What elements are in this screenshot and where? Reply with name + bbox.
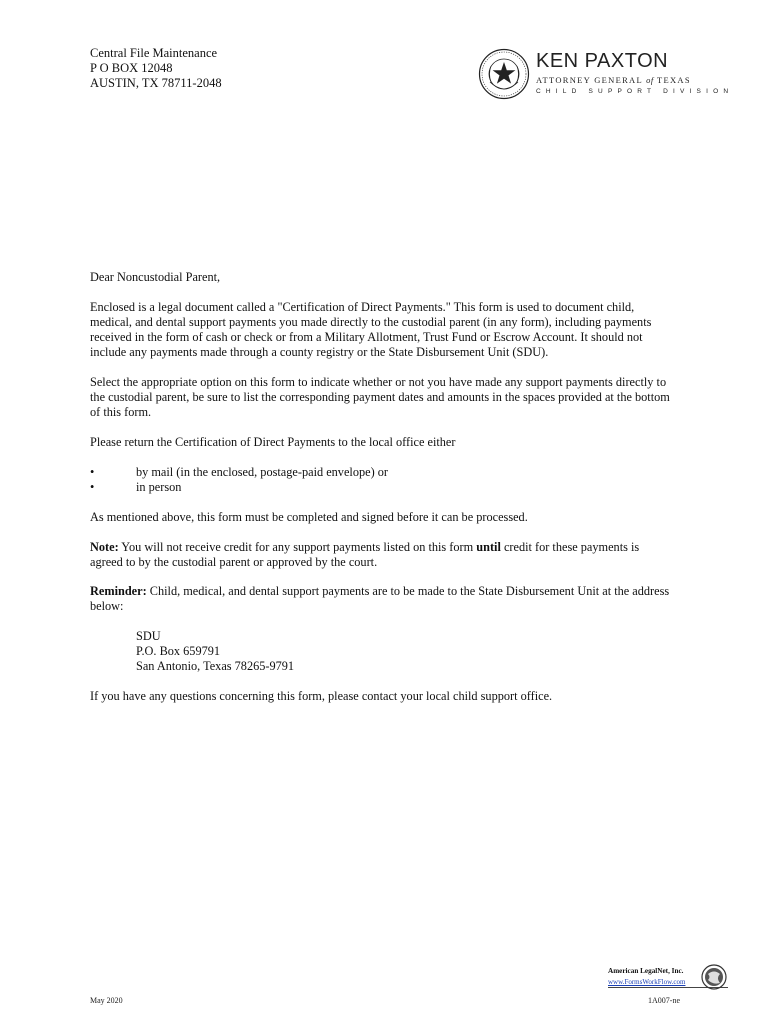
list-item: • in person [90, 480, 182, 494]
note-label: Note: [90, 540, 119, 554]
paragraph-must-sign: As mentioned above, this form must be completed and signed before it can be processed. [90, 510, 528, 524]
division-name: CHILD SUPPORT DIVISION [536, 88, 734, 95]
salutation: Dear Noncustodial Parent, [90, 270, 221, 284]
note-emphasis: until [476, 540, 501, 554]
sdu-address-line-3: San Antonio, Texas 78265-9791 [136, 659, 295, 673]
texas-seal-icon [478, 48, 530, 100]
return-address-line-3: AUSTIN, TX 78711-2048 [90, 76, 222, 90]
paragraph-return-instructions: Please return the Certification of Direct Payments to the local office either [90, 435, 456, 449]
return-method-list [90, 465, 670, 495]
paragraph-note: Note: You will not receive credit for any support payments listed on this form until credit for these payments is agreed to by the custodial parent or approved by the court. [90, 540, 640, 569]
paragraph-select-option: Select the appropriate option on this form to indicate whether or not you have made any support payments directly to the custodial parent, be sure to list the corresponding payment dates and amounts in the spaces provided at the bottom of this form. [90, 375, 670, 419]
sdu-address-line-2: P.O. Box 659791 [136, 644, 221, 658]
publisher-link[interactable]: www.FormsWorkFlow.com [608, 978, 686, 986]
publisher-logo-icon [701, 964, 727, 990]
agency-letterhead [478, 48, 734, 100]
return-address-line-1: Central File Maintenance [90, 46, 218, 60]
attorney-general-title: ATTORNEY GENERAL of TEXAS [536, 75, 691, 85]
attorney-general-name: KEN PAXTON [536, 50, 669, 72]
revision-date: May 2020 [90, 996, 123, 1005]
form-code: 1A007-ne [648, 996, 680, 1005]
paragraph-closing: If you have any questions concerning this form, please contact your local child support office. [90, 689, 553, 703]
return-address-line-2: P O BOX 12048 [90, 61, 173, 75]
list-item: • by mail (in the enclosed, postage-paid envelope) or [90, 465, 389, 479]
sdu-address-line-1: SDU [136, 629, 161, 643]
return-address [90, 46, 222, 91]
bullet-marker: • [90, 480, 95, 494]
letter-body [90, 270, 670, 704]
paragraph-enclosure: Enclosed is a legal document called a "Certification of Direct Payments." This form is used to document child, medical, and dental support payments you made directly to the custodial parent (in any form), including payments received in the form of cash or check or from a Military Allotment, Trust Fund or Escrow Account. It should not include any payments made through a county registry or the State Disbursement Unit (SDU). [90, 300, 652, 359]
sdu-address [90, 629, 670, 674]
reminder-label: Reminder: [90, 584, 147, 598]
publisher-name: American LegalNet, Inc. [608, 967, 684, 975]
paragraph-reminder: Reminder: Child, medical, and dental support payments are to be made to the State Disbursement Unit at the address below: [90, 584, 670, 613]
publisher-badge [608, 966, 728, 992]
bullet-marker: • [90, 465, 95, 479]
